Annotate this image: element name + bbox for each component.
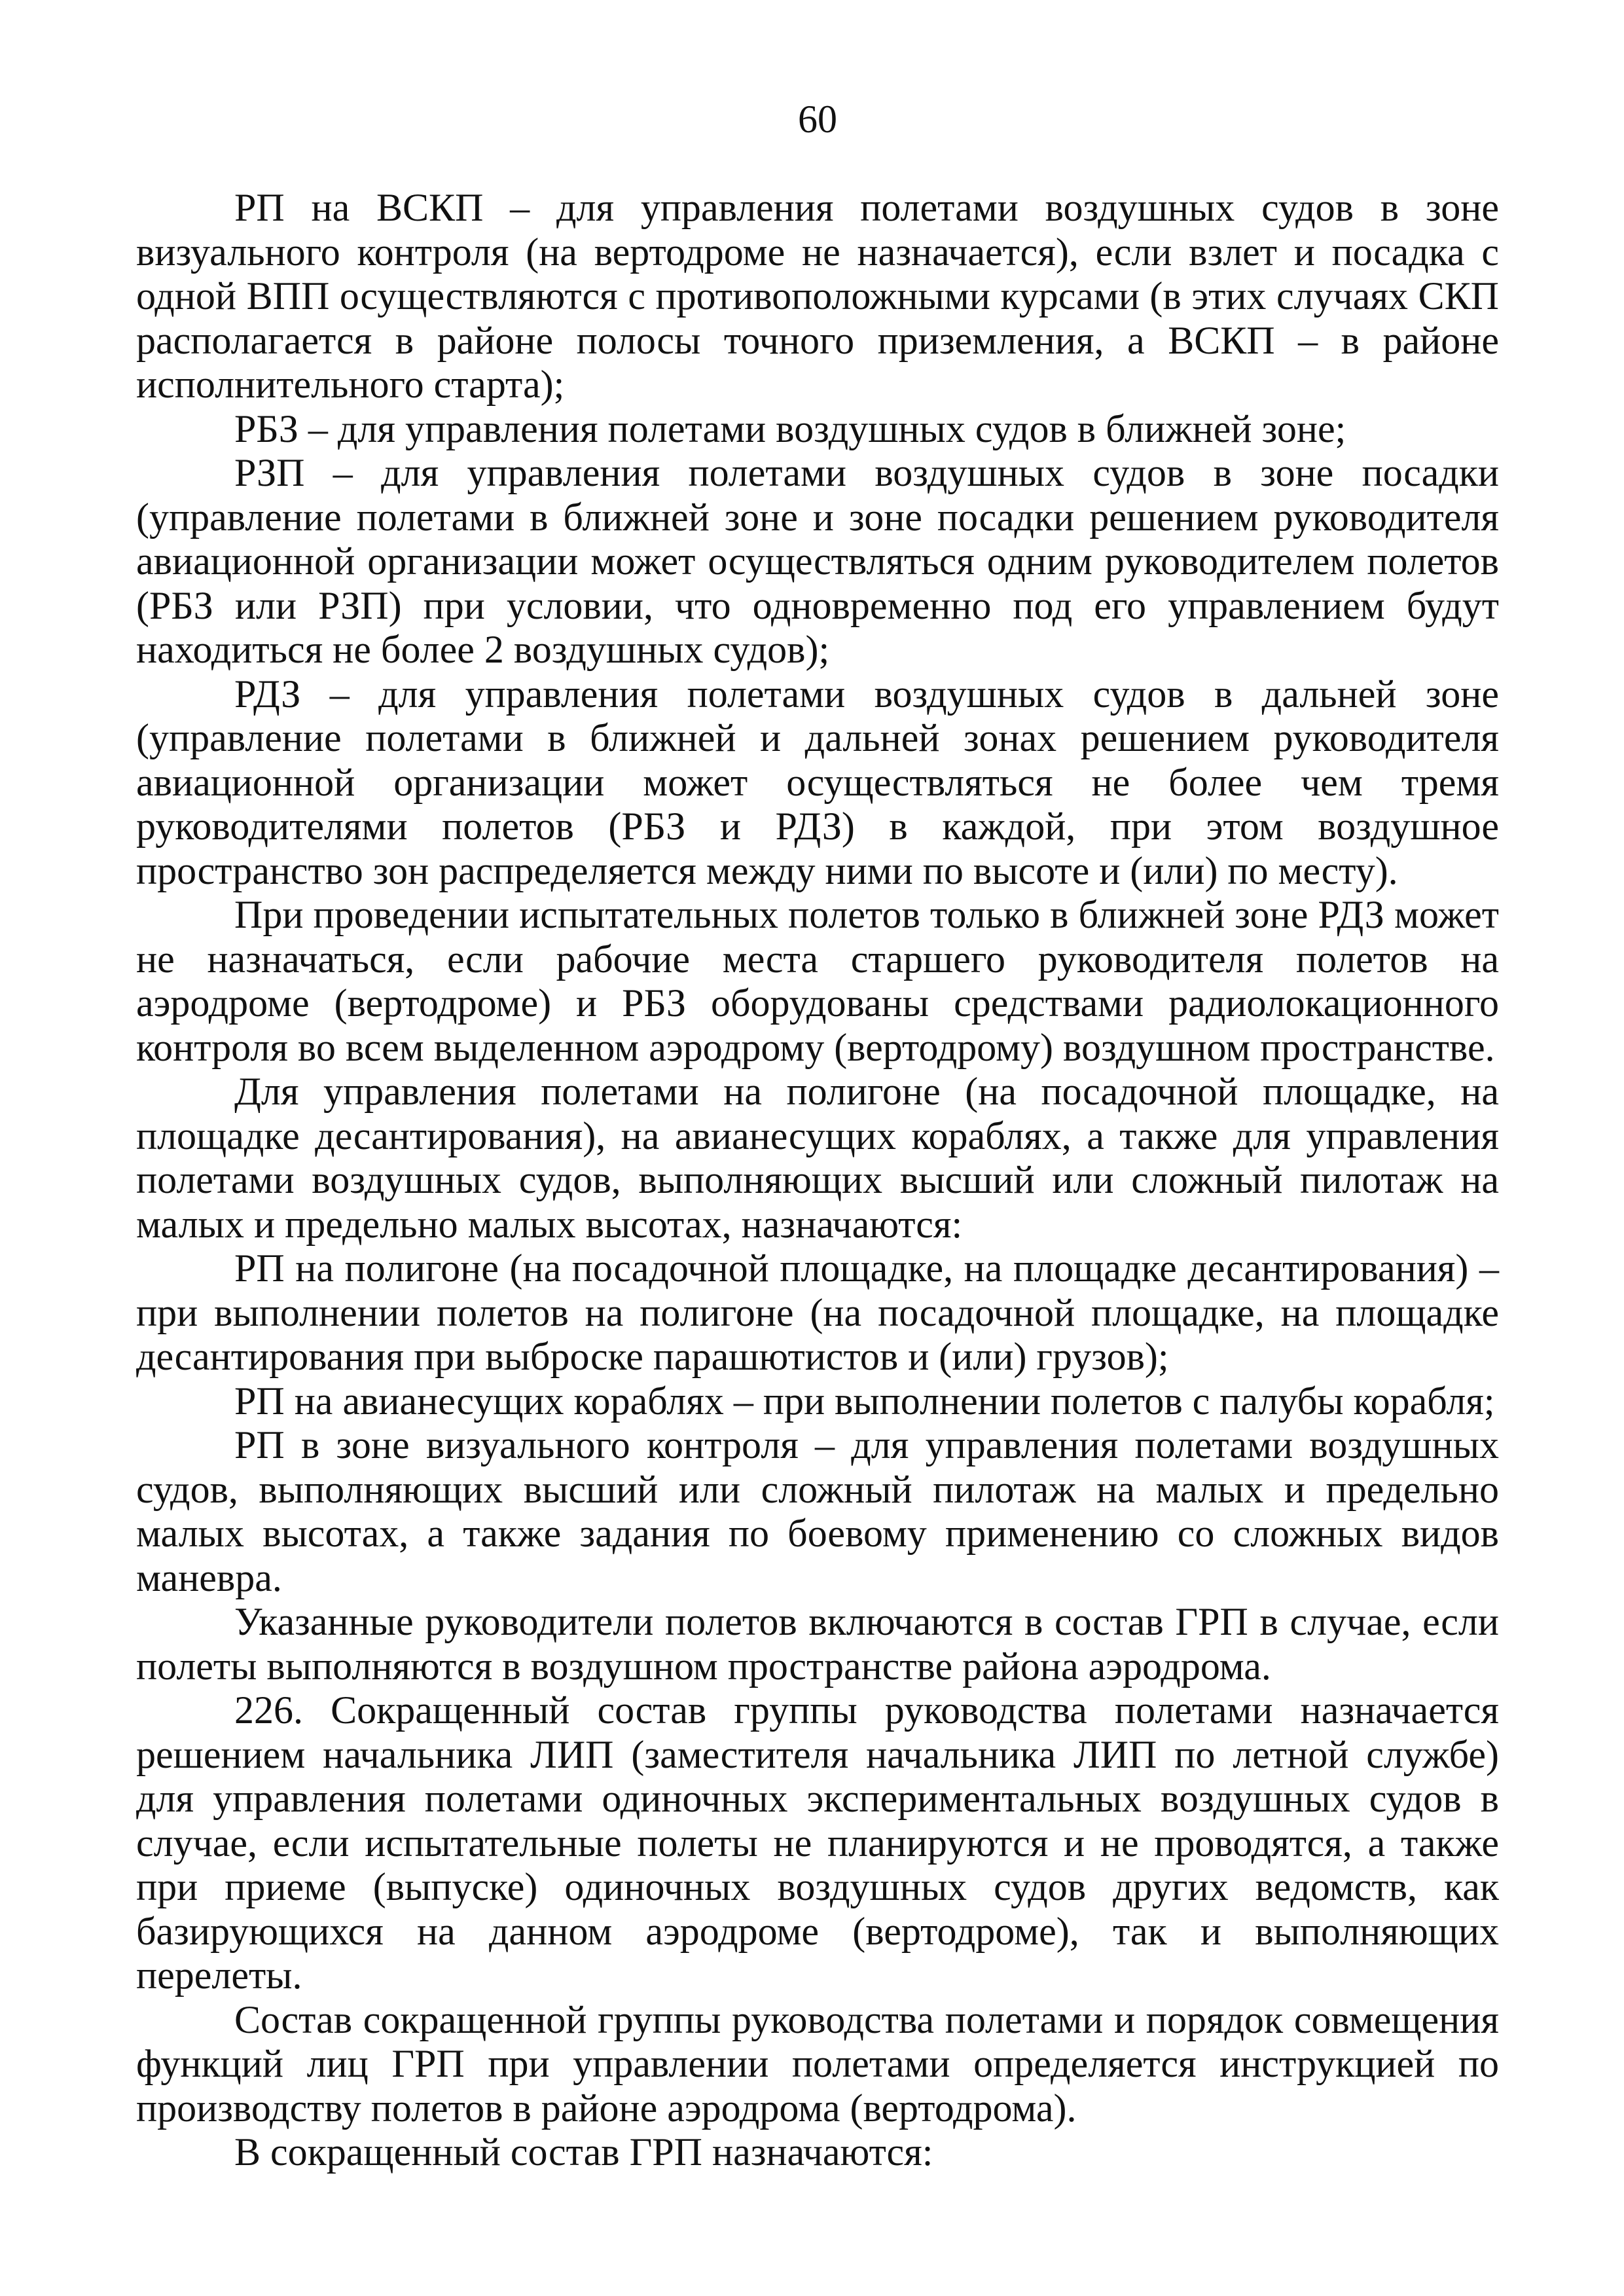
paragraph-rbz: РБЗ – для управления полетами воздушных судов в ближней зоне; (234, 407, 1346, 450)
paragraph-rdz: РДЗ – для управления полетами воздушных судов в дальней зоне (управление полетами в ближней и дальней зонах решением руководителя авиационной организации может осуществляться не более чем тремя руководителями полетов (РБЗ и РДЗ) в каждой, при этом воздушное пространство зон распределяется между ними по высоте и (или) по месту). (136, 672, 1499, 892)
page-number: 60 (798, 98, 837, 141)
paragraph-polygon-intro: Для управления полетами на полигоне (на посадочной площадке, на площадке десантирования), на авианесущих кораблях, а также для управления полетами воздушных судов, выполняющих высший или сложный пилотаж на малых и предельно малых высотах, назначаются: (136, 1070, 1499, 1246)
paragraph-reduced-grp-list-intro: В сокращенный состав ГРП назначаются: (234, 2130, 933, 2174)
paragraph-rp-polygon: РП на полигоне (на посадочной площадке, на площадке десантирования) – при выполнении полетов на полигоне (на посадочной площадке, на площадке десантирования при выброске парашютистов и (или) грузов); (136, 1247, 1499, 1378)
paragraph-226: 226. Сокращенный состав группы руководства полетами назначается решением начальника ЛИП (заместителя начальника ЛИП по летной службе) для управления полетами одиночных экспериментальных воздушных судов в случае, если испытательные полеты не планируются и не проводятся, а также при приеме (выпуске) одиночных воздушных судов других ведомств, как базирующихся на данном аэродроме (вертодроме), так и выполняющих перелеты. (136, 1688, 1499, 1997)
paragraph-grp-inclusion: Указанные руководители полетов включаются в состав ГРП в случае, если полеты выполняются в воздушном пространстве района аэродрома. (136, 1600, 1499, 1688)
paragraph-rzp: РЗП – для управления полетами воздушных судов в зоне посадки (управление полетами в ближней зоне и зоне посадки решением руководителя авиационной организации может осуществляться одним руководителем полетов (РБЗ или РЗП) при условии, что одновременно под его управлением будут находиться не более 2 воздушных судов); (136, 451, 1499, 671)
paragraph-test-flights: При проведении испытательных полетов только в ближней зоне РДЗ может не назначаться, если рабочие места старшего руководителя полетов на аэродроме (вертодроме) и РБЗ оборудованы средствами радиолокационного контроля во всем выделенном аэродрому (вертодрому) воздушном пространстве. (136, 893, 1499, 1069)
paragraph-reduced-composition: Состав сокращенной группы руководства полетами и порядок совмещения функций лиц ГРП при управлении полетами определяется инструкцией по производству полетов в районе аэродрома (вертодрома). (136, 1997, 1499, 2130)
paragraph-rp-carriers: РП на авианесущих кораблях – при выполнении полетов с палубы корабля; (234, 1379, 1495, 1423)
document-page (136, 98, 1499, 2252)
paragraph-rp-vskp: РП на ВСКП – для управления полетами воздушных судов в зоне визуального контроля (на вертодроме не назначается), если взлет и посадка с одной ВПП осуществляются с противоположными курсами (в этих случаях СКП располагается в районе полосы точного приземления, а ВСКП – в районе исполнительного старта); (136, 186, 1499, 406)
paragraph-rp-visual-zone: РП в зоне визуального контроля – для управления полетами воздушных судов, выполняющих высший или сложный пилотаж на малых и предельно малых высотах, а также задания по боевому применению со сложных видов маневра. (136, 1423, 1499, 1599)
